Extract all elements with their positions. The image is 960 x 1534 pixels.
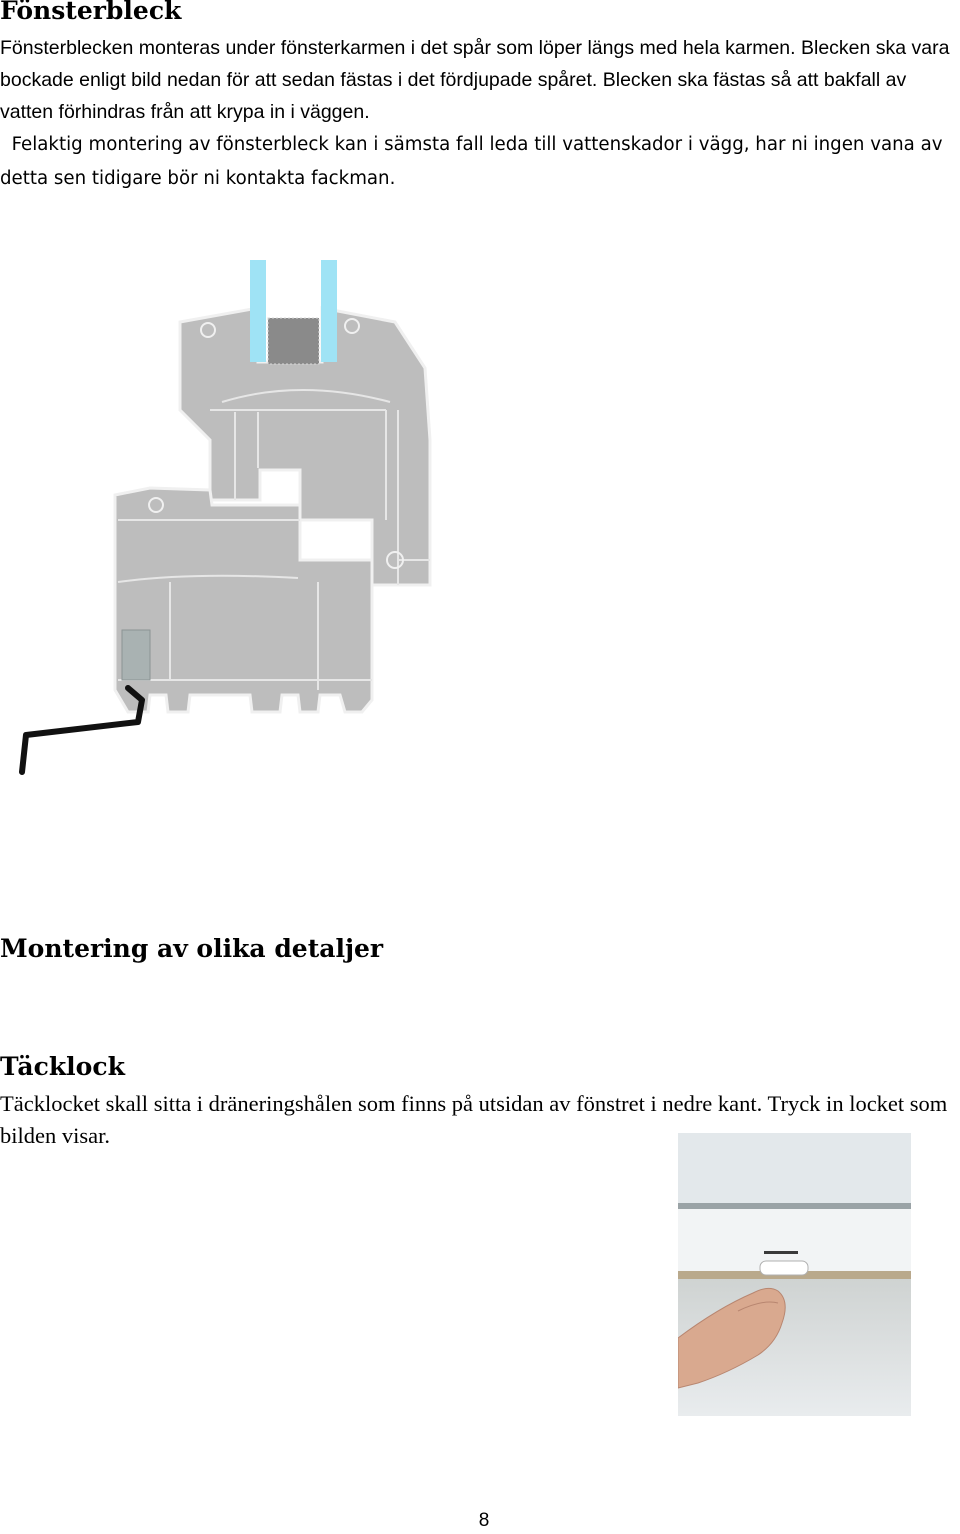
section-heading-fonsterbleck: Fönsterbleck [0, 0, 182, 25]
page-number: 8 [478, 1510, 490, 1531]
glass-spacer [268, 318, 319, 364]
drainage-block [122, 630, 150, 680]
paragraph-tacklock: Täcklocket skall sitta i dräneringshålen som finns på utsidan av fönstret i nedre kant. Tryck in locket som bilden visar. [0, 1091, 948, 1148]
paragraph-fonsterbleck-warning: Felaktig montering av fönsterbleck kan i sämsta fall leda till vattenskador i vägg, har ni ingen vana av detta sen tidigare bör ni kontakta fackman. [0, 134, 949, 189]
glass-pane-right [321, 260, 337, 362]
glass-pane-left [250, 260, 266, 362]
frame-profile [115, 488, 372, 712]
section-heading-tacklock: Täcklock [0, 1052, 125, 1081]
tacklock-photo [678, 1133, 911, 1416]
paragraph-fonsterbleck-intro: Fönsterblecken monteras under fönsterkarmen i det spår som löper längs med hela karmen. Blecken ska vara bockade enligt bild nedan för att sedan fästas i det fördjupade spåret. Blecken ska fästas så att bakfall av vatten förhindras från att krypa in i väggen. [0, 37, 950, 123]
section-heading-montering: Montering av olika detaljer [0, 934, 384, 963]
window-profile-diagram [0, 250, 440, 780]
